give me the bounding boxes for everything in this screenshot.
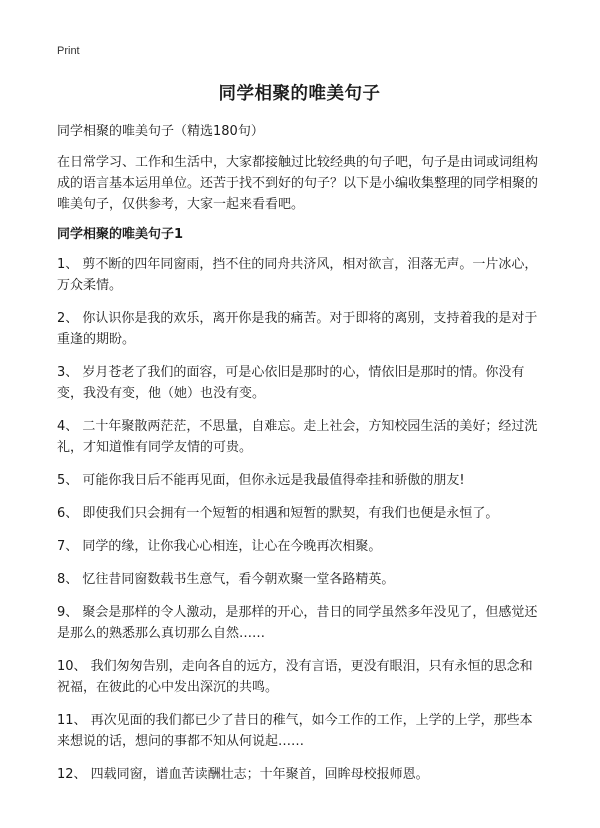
intro-paragraph: 在日常学习、工作和生活中，大家都接触过比较经典的句子吧，句子是由词或词组构成的语言基本运用单位。还苦于找不到好的句子？以下是小编收集整理的同学相聚的唯美句子，仅供参考，大家一起来看看吧。 <box>57 155 539 212</box>
list-item: 11、 再次见面的我们都已少了昔日的稚气，如今工作的工作，上学的上学，那些本来想说的话，想问的事都不知从何说起…… <box>57 713 533 749</box>
list-item: 9、 聚会是那样的令人激动，是那样的开心，昔日的同学虽然多年没见了，但感觉还是那么的熟悉那么真切那么自然…… <box>57 605 538 641</box>
page-title: 同学相聚的唯美句子 <box>218 84 381 104</box>
list-item: 6、 即使我们只会拥有一个短暂的相遇和短暂的默契，有我们也便是永恒了。 <box>57 506 499 521</box>
section-heading: 同学相聚的唯美句子1 <box>57 227 184 242</box>
list-item: 3、 岁月苍老了我们的面容，可是心依旧是那时的心，情依旧是那时的情。你没有变，我没有变，他（她）也没有变。 <box>57 365 525 401</box>
list-item: 4、 二十年聚散两茫茫，不思量，自难忘。走上社会，方知校园生活的美好；经过洗礼，才知道惟有同学友情的可贵。 <box>57 419 538 455</box>
list-item: 8、 忆往昔同窗数载书生意气，看今朝欢聚一堂各路精英。 <box>57 572 395 587</box>
list-item: 2、 你认识你是我的欢乐，离开你是我的痛苦。对于即将的离别，支持着我的是对于重逢的期盼。 <box>57 311 538 347</box>
list-item: 10、 我们匆匆告别，走向各自的远方，没有言语，更没有眼泪，只有永恒的思念和祝福，在彼此的心中发出深沉的共鸣。 <box>57 659 533 695</box>
list-item: 7、 同学的缘，让你我心心相连，让心在今晚再次相聚。 <box>57 539 382 554</box>
list-item: 5、 可能你我日后不能再见面，但你永远是我最值得牵挂和骄傲的朋友! <box>57 473 465 488</box>
document-subtitle: 同学相聚的唯美句子（精选180句） <box>57 124 264 139</box>
list-item: 12、 四载同窗，谱血苦读酬壮志；十年聚首，回眸母校报师恩。 <box>57 767 429 782</box>
print-label[interactable]: Print <box>57 45 80 57</box>
list-item: 1、 剪不断的四年同窗雨，挡不住的同舟共济风，相对欲言，泪落无声。一片冰心，万众柔情。 <box>57 257 538 293</box>
